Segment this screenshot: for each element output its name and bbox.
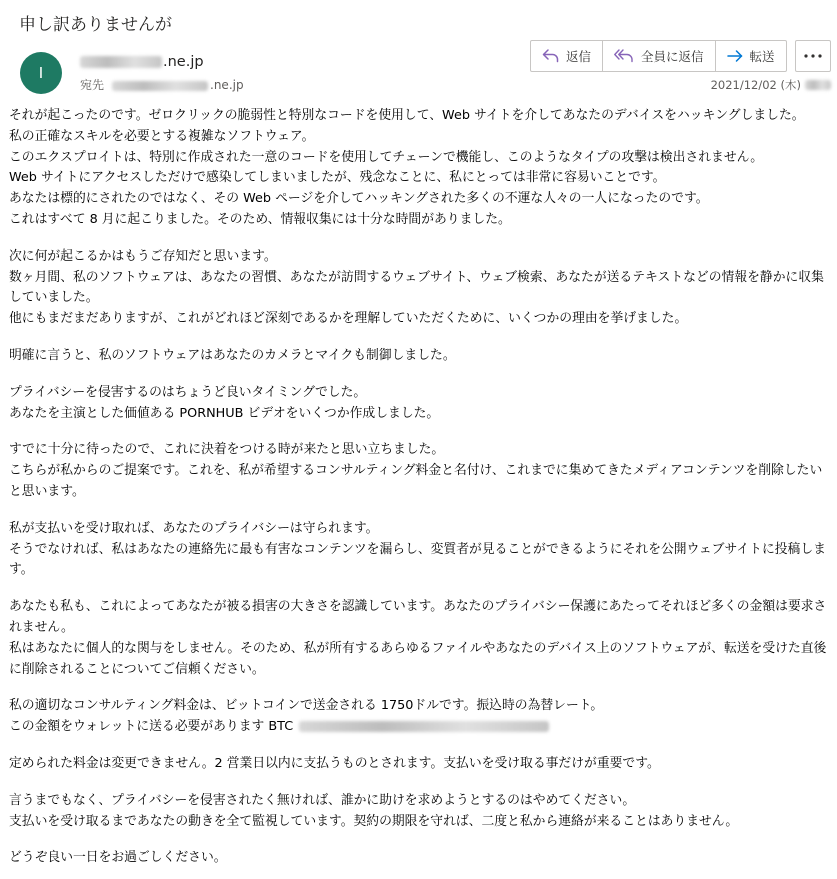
body-line: 支払いを受け取るまであなたの動きを全て監視しています。契約の期限を守れば、二度と私から連絡が来ることはありません。 xyxy=(9,813,739,829)
avatar[interactable]: I xyxy=(20,52,62,94)
body-line: 次に何が起こるかはもうご存知だと思います。 xyxy=(9,248,277,264)
paragraph-10 xyxy=(9,791,831,833)
body-line: 定められた料金は変更できません。2 営業日以内に支払うものとされます。支払いを受け取る事だけが重要です。 xyxy=(9,755,660,771)
message-date xyxy=(711,77,831,93)
paragraph-8 xyxy=(9,696,831,738)
recipient-domain: .ne.jp xyxy=(210,78,244,92)
more-actions-button[interactable] xyxy=(795,40,831,72)
body-line: プライバシーを侵害するのはちょうど良いタイミングでした。 xyxy=(9,384,367,400)
reply-all-label: 全員に返信 xyxy=(641,49,704,64)
body-line: 私が支払いを受け取れば、あなたのプライバシーは守られます。 xyxy=(9,520,379,536)
body-line: あなたは標的にされたのではなく、その Web ページを介してハッキングされた多くの不運な人々の一人になったのです。 xyxy=(9,191,709,207)
sender-domain: .ne.jp xyxy=(163,54,204,70)
body-line: あなたも私も、これによってあなたが被る損害の大きさを認識しています。あなたのプライバシー保護にあたってそれほど多くの金額は要求されません。 xyxy=(9,599,827,635)
body-line: どうぞ良い一日をお過ごしください。 xyxy=(9,850,227,866)
paragraph-2 xyxy=(9,247,831,330)
forward-button[interactable] xyxy=(716,41,786,71)
paragraph-1 xyxy=(9,106,831,231)
reply-button[interactable] xyxy=(531,41,603,71)
redacted-btc-address xyxy=(299,721,549,732)
recipient-line xyxy=(80,76,244,93)
redacted-time xyxy=(805,80,831,90)
body-line: 他にもまだまだありますが、これがどれほど深刻であるかを理解していただくために、いくつかの理由を挙げました。 xyxy=(9,311,688,327)
body-line: 数ヶ月間、私のソフトウェアは、あなたの習慣、あなたが訪問するウェブサイト、ウェブ検索、あなたが送るテキストなどの情報を静かに収集していました。 xyxy=(9,269,824,306)
paragraph-4 xyxy=(9,383,831,425)
body-line: こちらが私からのご提案です。これを、私が希望するコンサルティング料金と名付け、これまでに集めてきたメディアコンテンツを削除したいと思います。 xyxy=(9,463,823,499)
reply-label: 返信 xyxy=(566,49,592,64)
body-line: 私の正確なスキルを必要とする複雑なソフトウェア。 xyxy=(9,128,315,144)
reply-all-icon xyxy=(614,49,634,63)
redacted-recipient xyxy=(112,81,208,91)
paragraph-5 xyxy=(9,440,831,502)
paragraph-3 xyxy=(9,346,831,367)
body-line: あなたを主演とした価値ある PORNHUB ビデオをいくつか作成しました。 xyxy=(9,405,440,421)
forward-arrow-icon xyxy=(727,50,743,62)
more-dots-icon xyxy=(804,54,822,58)
body-line: そうでなければ、私はあなたの連絡先に最も有害なコンテンツを漏らし、変質者が見ることができるようにそれを公開ウェブサイトに投稿します。 xyxy=(9,541,826,578)
body-line: Web サイトにアクセスしただけで感染してしまいましたが、残念なことに、私にとっては非常に容易いことです。 xyxy=(9,170,666,186)
paragraph-11 xyxy=(9,848,831,869)
email-body xyxy=(9,106,831,869)
reply-icon xyxy=(542,49,559,63)
paragraph-7 xyxy=(9,597,831,680)
body-line: それが起こったのです。ゼロクリックの脆弱性と特別なコードを使用して、Web サイトを介してあなたのデバイスをハッキングしました。 xyxy=(9,108,805,123)
sender-address[interactable] xyxy=(80,54,204,70)
body-line: 私の適切なコンサルティング料金は、ビットコインで送金される 1750ドルです。振込時の為替レート。 xyxy=(9,698,604,714)
email-subject: 申し訳ありませんが xyxy=(19,15,172,35)
body-line: このエクスプロイトは、特別に作成された一意のコードを使用してチェーンで機能し、このようなタイプの攻撃は検出されません。 xyxy=(9,149,763,165)
body-line: 私はあなたに個人的な関与をしません。そのため、私が所有するあらゆるファイルやあなたのデバイス上のソフトウェアが、転送を受けた直後に削除されることについてご信頼ください。 xyxy=(9,640,827,677)
body-line: これはすべて 8 月に起こりました。そのため、情報収集には十分な時間がありました。 xyxy=(9,211,511,227)
btc-label: この金額をウォレットに送る必要があります BTC xyxy=(9,719,294,735)
message-actions xyxy=(530,40,787,72)
date-text: 2021/12/02 (木) xyxy=(710,78,801,92)
to-label: 宛先 xyxy=(80,78,105,92)
paragraph-6 xyxy=(9,519,831,581)
redacted-sender xyxy=(80,56,162,68)
paragraph-9 xyxy=(9,754,831,775)
body-line: 明確に言うと、私のソフトウェアはあなたのカメラとマイクも制御しました。 xyxy=(9,347,456,363)
body-line: 言うまでもなく、プライバシーを侵害されたく無ければ、誰かに助けを求めようとするのはやめてください。 xyxy=(9,792,636,808)
reply-all-button[interactable] xyxy=(603,41,716,71)
forward-label: 転送 xyxy=(749,49,775,64)
btc-line xyxy=(9,717,831,738)
body-line: すでに十分に待ったので、これに決着をつける時が来たと思い立ちました。 xyxy=(9,442,445,458)
